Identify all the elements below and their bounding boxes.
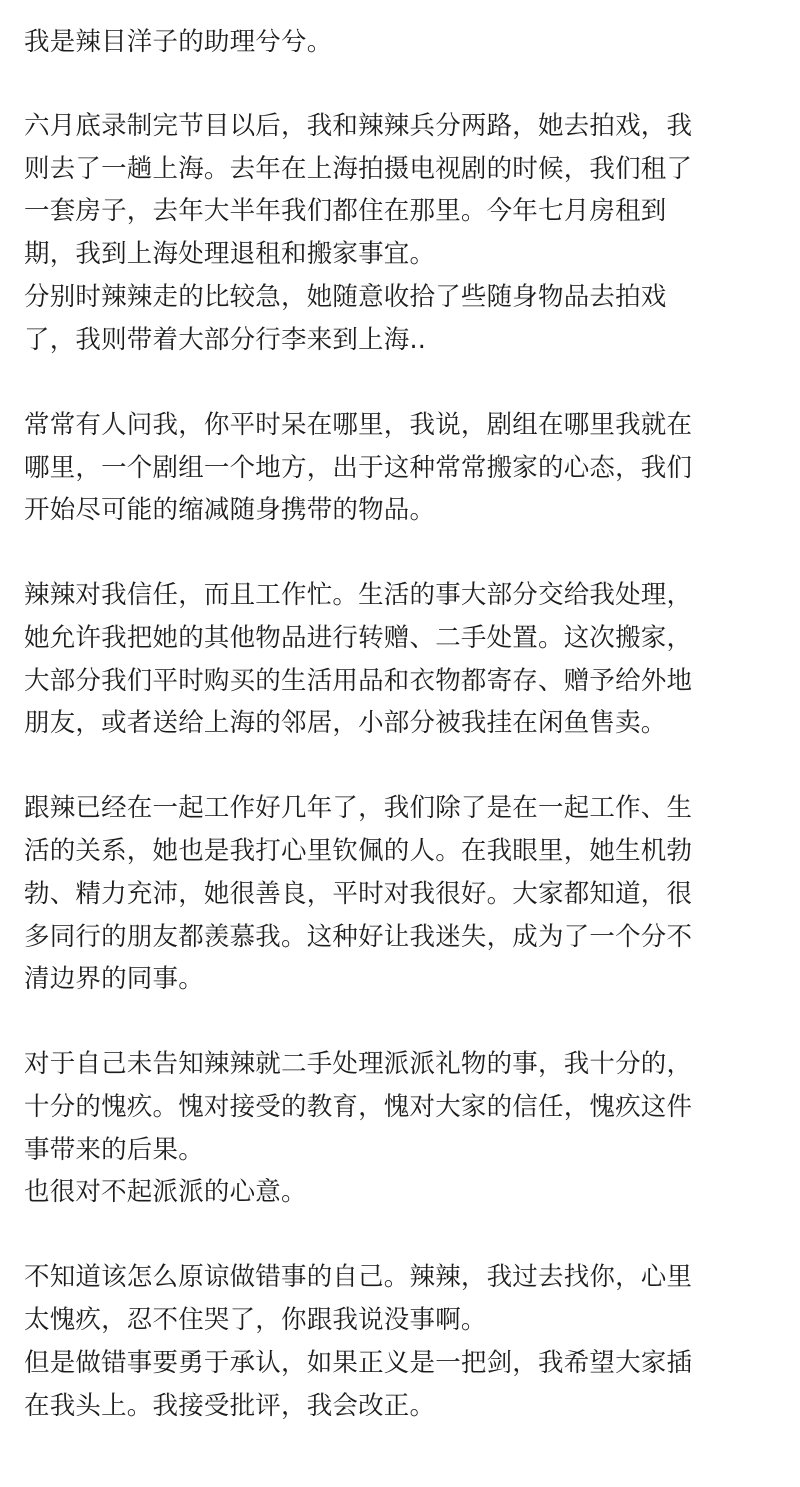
text-line: 十分的愧疚。愧对接受的教育，愧对大家的信任，愧疚这件	[24, 1092, 693, 1122]
text-line: 我是辣目洋子的助理兮兮。	[24, 27, 333, 57]
text-line: 分别时辣辣走的比较急，她随意收拾了些随身物品去拍戏	[24, 282, 667, 312]
text-line: 但是做错事要勇于承认，如果正义是一把剑，我希望大家插	[24, 1348, 693, 1378]
text-line: 不知道该怎么原谅做错事的自己。辣辣，我过去找你，心里	[24, 1262, 693, 1292]
text-line: 了，我则带着大部分行李来到上海..	[24, 325, 427, 355]
text-line: 多同行的朋友都羡慕我。这种好让我迷失，成为了一个分不	[24, 922, 693, 952]
text-line: 在我头上。我接受批评，我会改正。	[24, 1391, 436, 1421]
text-line: 对于自己未告知辣辣就二手处理派派礼物的事，我十分的，	[24, 1049, 693, 1079]
text-line: 勃、精力充沛，她很善良，平时对我很好。大家都知道，很	[24, 879, 693, 909]
text-line: 开始尽可能的缩减随身携带的物品。	[24, 495, 436, 525]
text-line: 常常有人问我，你平时呆在哪里，我说，剧组在哪里我就在	[24, 410, 693, 440]
text-line: 哪里，一个剧组一个地方，出于这种常常搬家的心态，我们	[24, 453, 693, 483]
text-line: 事带来的后果。	[24, 1135, 204, 1165]
text-line: 太愧疚，忍不住哭了，你跟我说没事啊。	[24, 1305, 487, 1335]
text-line: 朋友，或者送给上海的邻居，小部分被我挂在闲鱼售卖。	[24, 708, 667, 738]
text-line: 一套房子，去年大半年我们都住在那里。今年七月房租到	[24, 196, 667, 226]
text-line: 辣辣对我信任，而且工作忙。生活的事大部分交给我处理，	[24, 580, 693, 610]
text-line: 活的关系，她也是我打心里钦佩的人。在我眼里，她生机勃	[24, 836, 693, 866]
text-line: 跟辣已经在一起工作好几年了，我们除了是在一起工作、生	[24, 793, 693, 823]
text-line: 期，我到上海处理退租和搬家事宜。	[24, 239, 436, 269]
text-line: 则去了一趟上海。去年在上海拍摄电视剧的时候，我们租了	[24, 154, 693, 184]
text-line: 她允许我把她的其他物品进行转赠、二手处置。这次搬家，	[24, 623, 693, 653]
text-line: 大部分我们平时购买的生活用品和衣物都寄存、赠予给外地	[24, 666, 693, 696]
text-line: 六月底录制完节目以后，我和辣辣兵分两路，她去拍戏，我	[24, 111, 693, 141]
text-line: 清边界的同事。	[24, 964, 204, 994]
text-line: 也很对不起派派的心意。	[24, 1177, 307, 1207]
